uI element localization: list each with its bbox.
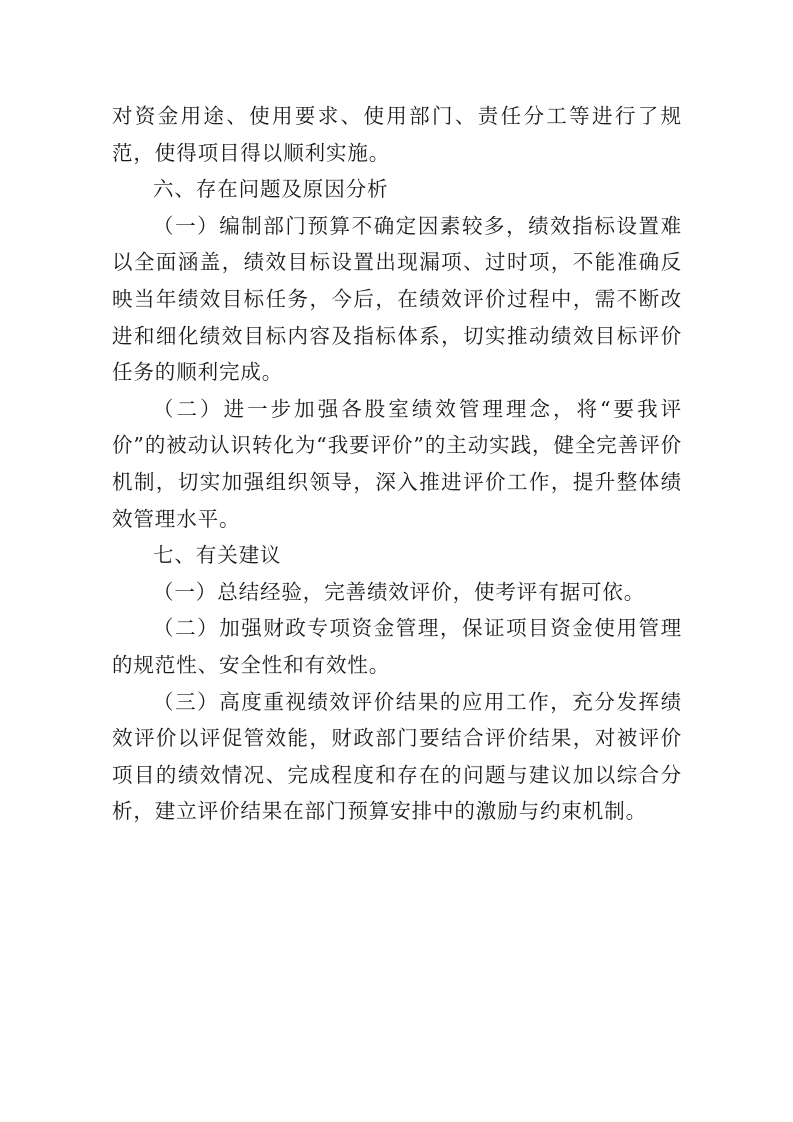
section-6-heading: 六、存在问题及原因分析 — [153, 177, 389, 202]
intro-paragraph: 对资金用途、使用要求、使用部门、责任分工等进行了规范，使得项目得以顺利实施。 — [112, 104, 682, 165]
section-6-paragraph-1: （一）编制部门预算不确定因素较多，绩效指标设置难以全面涵盖，绩效目标设置出现漏项、过时项，不能准确反映当年绩效目标任务，今后，在绩效评价过程中，需不断改进和细化绩效目标内容及指标体系，切实推动绩效目标评价任务的顺利完成。 — [112, 213, 682, 385]
section-7-paragraph-1: （一）总结经验，完善绩效评价，使考评有据可依。 — [153, 579, 646, 604]
section-6-paragraph-2: （二）进一步加强各股室绩效管理理念，将“要我评价”的被动认识转化为“我要评价”的主动实践，健全完善评价机制，切实加强组织领导，深入推进评价工作，提升整体绩效管理水平。 — [112, 396, 682, 531]
section-7-heading: 七、有关建议 — [153, 543, 282, 568]
section-7-paragraph-3: （三）高度重视绩效评价结果的应用工作，充分发挥绩效评价以评促管效能，财政部门要结合评价结果，对被评价项目的绩效情况、完成程度和存在的问题与建议加以综合分析，建立评价结果在部门预算安排中的激励与约束机制。 — [112, 689, 682, 824]
section-7-paragraph-2: （二）加强财政专项资金管理，保证项目资金使用管理的规范性、安全性和有效性。 — [112, 616, 682, 677]
document-page — [112, 98, 682, 830]
